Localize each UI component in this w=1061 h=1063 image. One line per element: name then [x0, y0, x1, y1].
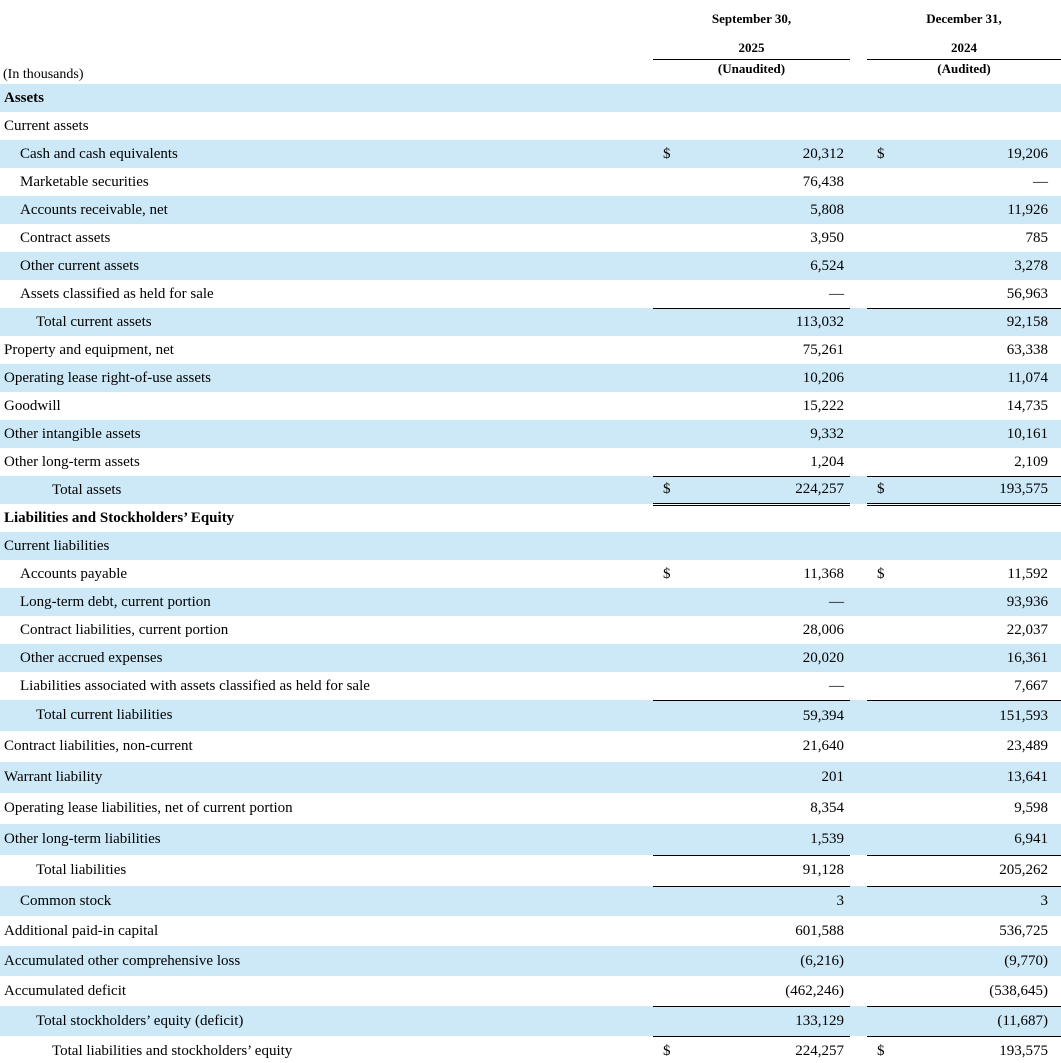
value-col2: 22,037 — [1006, 621, 1049, 638]
table-row — [0, 976, 1061, 1006]
dollar-sign-col1 — [653, 700, 698, 731]
value-col2: 16,361 — [1006, 649, 1049, 666]
dollar-sign-col1 — [653, 793, 698, 824]
dollar-sign-col2 — [867, 280, 912, 308]
table-row — [0, 448, 1061, 476]
dollar-sign-col1 — [653, 224, 698, 252]
value-col2: 9,598 — [1014, 800, 1049, 817]
value-col2: 23,489 — [1006, 738, 1049, 755]
table-row — [0, 420, 1061, 448]
value-col1 — [698, 532, 850, 560]
dollar-sign-col2 — [867, 252, 912, 280]
table-row — [0, 168, 1061, 196]
dollar-sign-col2 — [867, 532, 912, 560]
dollar-sign-col1 — [653, 762, 698, 793]
row-label: Accounts payable — [20, 565, 128, 582]
dollar-sign-col2 — [867, 855, 912, 886]
column2-audit-note: (Audited) — [937, 61, 991, 76]
dollar-sign-col2 — [867, 946, 912, 976]
table-row — [0, 916, 1061, 946]
dollar-sign-col1 — [653, 280, 698, 308]
column-gap — [850, 588, 867, 616]
dollar-sign-col1: $ — [663, 565, 671, 582]
column-gap — [850, 112, 867, 140]
value-col2: 11,592 — [1007, 565, 1049, 582]
dollar-sign-col1 — [653, 588, 698, 616]
row-label: Common stock — [20, 892, 112, 909]
table-row — [0, 112, 1061, 140]
value-col1: 21,640 — [802, 738, 845, 755]
dollar-sign-col2 — [867, 392, 912, 420]
value-col1: 28,006 — [802, 621, 845, 638]
table-row — [0, 855, 1061, 886]
value-col1: — — [829, 593, 845, 610]
row-label: Total current liabilities — [36, 707, 173, 724]
dollar-sign-col1 — [653, 84, 698, 112]
value-col1: 15,222 — [802, 397, 845, 414]
dollar-sign-col2 — [867, 420, 912, 448]
column2-date-line2: 2024 — [867, 28, 1061, 60]
row-label: Assets classified as held for sale — [20, 285, 214, 302]
value-col1: 3,950 — [810, 229, 845, 246]
table-row — [0, 1036, 1061, 1063]
dollar-sign-col1 — [653, 448, 698, 476]
value-col1: 76,438 — [802, 173, 845, 190]
dollar-sign-col2 — [867, 886, 912, 916]
table-row — [0, 392, 1061, 420]
row-label: Total liabilities and stockholders’ equity — [52, 1042, 293, 1059]
column-gap — [850, 448, 867, 476]
value-col1: 133,129 — [698, 1006, 850, 1036]
table-row — [0, 84, 1061, 112]
column-gap — [850, 392, 867, 420]
dollar-sign-col1 — [653, 886, 698, 916]
row-label: Liabilities and Stockholders’ Equity — [4, 509, 235, 526]
column-gap — [850, 946, 867, 976]
value-col2: 193,575 — [912, 476, 1061, 504]
table-row — [0, 616, 1061, 644]
value-col2: 92,158 — [1006, 314, 1049, 330]
value-col2 — [912, 504, 1061, 532]
dollar-sign-col2: $ — [867, 476, 912, 504]
column-gap — [850, 420, 867, 448]
value-col1 — [698, 504, 850, 532]
column-gap — [850, 532, 867, 560]
row-label: Operating lease right-of-use assets — [4, 369, 212, 386]
column-gap — [850, 280, 867, 308]
table-row — [0, 532, 1061, 560]
dollar-sign-col2 — [867, 644, 912, 672]
dollar-sign-col2 — [867, 84, 912, 112]
column1-audit-note: (Unaudited) — [717, 61, 786, 76]
dollar-sign-col2 — [867, 588, 912, 616]
dollar-sign-col2 — [867, 672, 912, 700]
dollar-sign-col1 — [653, 336, 698, 364]
dollar-sign-col2 — [867, 731, 912, 762]
dollar-sign-col2 — [867, 448, 912, 476]
table-row — [0, 672, 1061, 700]
value-col1: — — [698, 672, 850, 700]
column-gap — [850, 196, 867, 224]
value-col1 — [698, 112, 850, 140]
value-col1: 5,808 — [810, 201, 845, 218]
column-gap — [850, 364, 867, 392]
table-row — [0, 308, 1061, 336]
dollar-sign-col1 — [653, 916, 698, 946]
column-gap — [850, 0, 867, 84]
dollar-sign-col2 — [867, 976, 912, 1006]
row-label: Current liabilities — [4, 537, 110, 554]
dollar-sign-col1 — [653, 420, 698, 448]
dollar-sign-col1 — [653, 392, 698, 420]
table-row — [0, 560, 1061, 588]
column-gap — [850, 886, 867, 916]
value-col2: — — [1033, 173, 1049, 190]
dollar-sign-col2 — [867, 762, 912, 793]
column-gap — [850, 168, 867, 196]
value-col2: 6,941 — [912, 824, 1061, 855]
row-label: Cash and cash equivalents — [20, 145, 178, 162]
column-gap — [850, 252, 867, 280]
dollar-sign-col1 — [653, 532, 698, 560]
dollar-sign-col1: $ — [663, 145, 671, 162]
row-label: Total assets — [52, 481, 122, 498]
row-label: Contract assets — [20, 229, 111, 246]
dollar-sign-col1: $ — [653, 476, 698, 504]
value-col1: 1,204 — [698, 448, 850, 476]
table-row — [0, 364, 1061, 392]
dollar-sign-col2 — [867, 336, 912, 364]
row-label: Property and equipment, net — [4, 341, 174, 358]
dollar-sign-col1 — [653, 644, 698, 672]
dollar-sign-col2 — [867, 916, 912, 946]
dollar-sign-col2 — [867, 504, 912, 532]
dollar-sign-col1 — [653, 672, 698, 700]
value-col2: 205,262 — [912, 855, 1061, 886]
table-row — [0, 476, 1061, 504]
column-gap — [850, 504, 867, 532]
column-gap — [850, 793, 867, 824]
value-col2: 193,575 — [912, 1036, 1061, 1063]
column1-date-line1: September 30, — [711, 10, 792, 26]
dollar-sign-col2: $ — [877, 565, 885, 582]
table-row — [0, 824, 1061, 855]
value-col2 — [912, 84, 1061, 112]
dollar-sign-col1 — [653, 364, 698, 392]
dollar-sign-col1 — [653, 196, 698, 224]
column-gap — [850, 1006, 867, 1036]
value-col1: 91,128 — [698, 855, 850, 886]
value-col1: 9,332 — [810, 425, 845, 442]
table-row — [0, 280, 1061, 308]
row-label: Accumulated deficit — [4, 982, 127, 999]
table-row — [0, 336, 1061, 364]
dollar-sign-col2 — [867, 824, 912, 855]
row-label: Long-term debt, current portion — [20, 593, 211, 610]
dollar-sign-col2: $ — [877, 145, 885, 162]
dollar-sign-col1 — [653, 976, 698, 1006]
value-col2: 7,667 — [912, 672, 1061, 700]
dollar-sign-col1 — [653, 855, 698, 886]
row-label: Liabilities associated with assets classified as held for sale — [20, 677, 370, 694]
column1-date-line2: 2025 — [653, 28, 850, 60]
value-col1: 1,539 — [698, 824, 850, 855]
column-gap — [850, 672, 867, 700]
table-row — [0, 1006, 1061, 1036]
row-label: Additional paid-in capital — [4, 922, 159, 939]
value-col2: 3 — [1040, 893, 1049, 909]
column-gap — [850, 731, 867, 762]
value-col1: 20,020 — [802, 649, 845, 666]
row-label: Assets — [4, 89, 44, 106]
value-col1: 8,354 — [810, 800, 845, 817]
dollar-sign-col2 — [867, 196, 912, 224]
row-label: Total liabilities — [36, 862, 127, 879]
column-gap — [850, 700, 867, 731]
value-col2: 14,735 — [1006, 397, 1049, 414]
row-label: Warrant liability — [4, 769, 103, 786]
value-col2: (11,687) — [912, 1006, 1061, 1036]
dollar-sign-col1 — [653, 308, 698, 336]
value-col1: 59,394 — [802, 707, 845, 724]
value-col1: 3 — [836, 893, 845, 909]
dollar-sign-col1 — [653, 1006, 698, 1036]
value-col1 — [698, 84, 850, 112]
value-col2 — [912, 112, 1061, 140]
dollar-sign-col1 — [653, 824, 698, 855]
table-row — [0, 252, 1061, 280]
row-label: Current assets — [4, 117, 89, 134]
value-col1: 201 — [821, 769, 845, 786]
row-label: Marketable securities — [20, 173, 149, 190]
value-col2: 785 — [1025, 229, 1049, 246]
dollar-sign-col2 — [867, 224, 912, 252]
value-col1: 113,032 — [795, 314, 845, 330]
row-label: Accounts receivable, net — [20, 201, 168, 218]
column-gap — [850, 140, 867, 168]
value-col2: 151,593 — [999, 707, 1049, 724]
table-row — [0, 224, 1061, 252]
value-col2: 3,278 — [1014, 257, 1049, 274]
value-col2: 11,074 — [1007, 369, 1049, 386]
row-label: Accumulated other comprehensive loss — [4, 952, 241, 969]
dollar-sign-col2 — [867, 308, 912, 336]
table-row — [0, 140, 1061, 168]
value-col1: 10,206 — [802, 369, 845, 386]
value-col2: 536,725 — [999, 922, 1049, 939]
value-col1: (462,246) — [698, 976, 850, 1006]
dollar-sign-col1 — [653, 252, 698, 280]
column-gap — [850, 224, 867, 252]
row-label: Other accrued expenses — [20, 649, 163, 666]
value-col1: 11,368 — [803, 565, 845, 582]
value-col1: 20,312 — [802, 145, 845, 162]
dollar-sign-col1 — [653, 112, 698, 140]
dollar-sign-col2 — [867, 700, 912, 731]
dollar-sign-col2 — [867, 112, 912, 140]
value-col2: 56,963 — [912, 280, 1061, 308]
value-col2 — [912, 532, 1061, 560]
value-col1: 6,524 — [810, 257, 845, 274]
row-label: Other long-term assets — [4, 453, 140, 470]
dollar-sign-col1 — [653, 731, 698, 762]
row-label: Contract liabilities, non-current — [4, 738, 193, 755]
dollar-sign-col1 — [653, 616, 698, 644]
value-col1: — — [698, 280, 850, 308]
row-label: Goodwill — [4, 397, 61, 414]
table-row — [0, 793, 1061, 824]
column-gap — [850, 976, 867, 1006]
row-label: Contract liabilities, current portion — [20, 621, 229, 638]
dollar-sign-col1 — [653, 504, 698, 532]
column-gap — [850, 855, 867, 886]
value-col2: 2,109 — [912, 448, 1061, 476]
value-col2: 11,926 — [1007, 201, 1049, 218]
table-row — [0, 886, 1061, 916]
table-row — [0, 700, 1061, 731]
value-col2: 10,161 — [1006, 425, 1049, 442]
row-label: Other long-term liabilities — [4, 831, 161, 848]
table-row — [0, 946, 1061, 976]
column-gap — [850, 336, 867, 364]
dollar-sign-col1 — [653, 168, 698, 196]
table-header — [0, 0, 1061, 84]
table-row — [0, 196, 1061, 224]
value-col2: 19,206 — [1006, 145, 1049, 162]
column-gap — [850, 616, 867, 644]
units-label: (In thousands) — [3, 66, 84, 82]
column-gap — [850, 476, 867, 504]
column-gap — [850, 644, 867, 672]
row-label: Total stockholders’ equity (deficit) — [36, 1012, 244, 1029]
dollar-sign-col2: $ — [867, 1036, 912, 1063]
table-row — [0, 731, 1061, 762]
value-col2: 13,641 — [1006, 769, 1049, 786]
column-gap — [850, 916, 867, 946]
column-gap — [850, 560, 867, 588]
table-row — [0, 644, 1061, 672]
column-gap — [850, 824, 867, 855]
dollar-sign-col1: $ — [653, 1036, 698, 1063]
column-gap — [850, 762, 867, 793]
dollar-sign-col2 — [867, 793, 912, 824]
column-gap — [850, 1036, 867, 1063]
value-col1: 224,257 — [698, 476, 850, 504]
table-row — [0, 588, 1061, 616]
table-row — [0, 762, 1061, 793]
row-label: Operating lease liabilities, net of current portion — [4, 800, 293, 817]
value-col1: 75,261 — [802, 341, 845, 358]
value-col2: (538,645) — [912, 976, 1061, 1006]
value-col2: (9,770) — [1004, 952, 1049, 969]
column2-date-line1: December 31, — [926, 10, 1002, 26]
table-body — [0, 84, 1061, 1063]
value-col1: 224,257 — [698, 1036, 850, 1063]
dollar-sign-col2 — [867, 168, 912, 196]
column-gap — [850, 84, 867, 112]
dollar-sign-col2 — [867, 1006, 912, 1036]
dollar-sign-col2 — [867, 616, 912, 644]
row-label: Other current assets — [20, 257, 140, 274]
value-col2: 63,338 — [1006, 341, 1049, 358]
value-col1: 601,588 — [795, 922, 845, 939]
column-gap — [850, 308, 867, 336]
row-label: Total current assets — [36, 313, 152, 330]
value-col2: 93,936 — [1006, 593, 1049, 610]
dollar-sign-col1 — [653, 946, 698, 976]
dollar-sign-col2 — [867, 364, 912, 392]
value-col1: (6,216) — [800, 952, 845, 969]
row-label: Other intangible assets — [4, 425, 141, 442]
table-row — [0, 504, 1061, 532]
